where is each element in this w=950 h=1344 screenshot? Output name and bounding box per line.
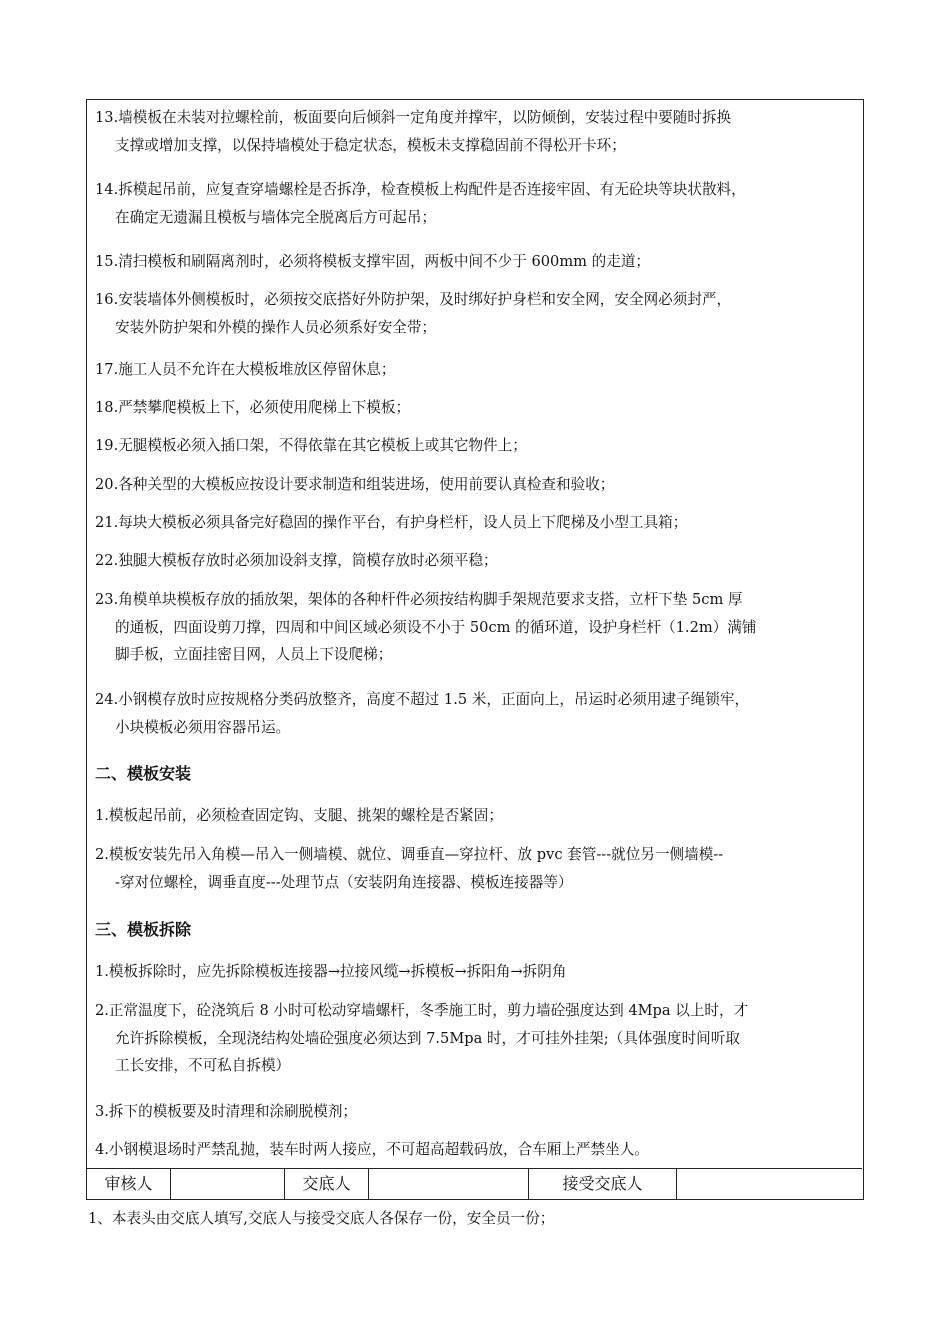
item-line: 18.严禁攀爬模板上下，必须使用爬梯上下模板；: [95, 399, 411, 416]
item-line: 17.施工人员不允许在大模板堆放区停留休息；: [95, 361, 396, 378]
item-line: 2.模板安装先吊入角模—吊入一侧墙模、就位、调垂直—穿拉杆、放 pvc 套管---就位另一侧墙模--: [95, 846, 724, 863]
item-continuation: 允许拆除模板，全现浇结构处墙砼强度必须达到 7.5Mpa 时，才可挂外挂架;（具体强度时间听取: [115, 1029, 740, 1047]
section-heading-install: 二、模板安装: [95, 764, 192, 783]
receiver-label: 接受交底人: [529, 1169, 677, 1200]
list-item: [95, 1136, 857, 1164]
item-continuation: 的通板，四面设剪刀撑，四周和中间区域必须设不小于 50cm 的循环道，设护身栏杆（1.2m）满铺: [115, 618, 757, 636]
item-line: 22.独腿大模板存放时必须加设斜支撑，筒模存放时必须平稳；: [95, 552, 498, 569]
item-line: 2.正常温度下，砼浇筑后 8 小时可松动穿墙螺杆，冬季施工时，剪力墙砼强度达到 4Mpa 以上时，才: [95, 1002, 749, 1019]
list-item: [95, 248, 857, 276]
item-continuation: 在确定无遗漏且模板与墙体完全脱离后方可起吊；: [115, 208, 437, 226]
item-line: 1.模板拆除时，应先拆除模板连接器→拉接风缆→拆模板→拆阳角→拆阴角: [95, 963, 567, 980]
list-item: [95, 104, 857, 159]
item-line: 4.小钢模退场时严禁乱抛，装车时两人接应，不可超高超载码放，合车厢上严禁坐人。: [95, 1141, 649, 1158]
list-item: [95, 958, 857, 986]
section-heading-removal: 三、模板拆除: [95, 920, 192, 939]
item-line: 19.无腿模板必须入插口架，不得依靠在其它模板上或其它物件上；: [95, 437, 527, 454]
item-line: 13.墙模板在未装对拉螺栓前，板面要向后倾斜一定角度并撑牢，以防倾倒，安装过程中要随时拆换: [95, 109, 732, 126]
item-line: 3.拆下的模板要及时清理和涂刷脱模剂；: [95, 1103, 358, 1120]
receiver-field[interactable]: [677, 1169, 862, 1200]
item-line: 23.角模单块模板存放的插放架，架体的各种杆件必须按结构脚手架规范要求支搭，立杆下垫 5cm 厚: [95, 591, 743, 608]
list-item: [95, 586, 857, 669]
list-item: [95, 686, 857, 741]
list-item: [95, 356, 857, 384]
item-line: 14.拆模起吊前，应复查穿墙螺栓是否拆净，检查模板上构配件是否连接牢固、有无砼块等块状散料，: [95, 181, 746, 198]
disclosure-form: [86, 99, 864, 1200]
discloser-label: 交底人: [285, 1169, 369, 1200]
list-item: [95, 802, 857, 830]
list-item: [95, 509, 857, 537]
item-continuation: 小块模板必须用容器吊运。: [115, 718, 291, 736]
item-line: 20.各种关型的大模板应按设计要求制造和组装进场，使用前要认真检查和验收；: [95, 476, 615, 493]
item-continuation: 脚手板，立面挂密目网，人员上下设爬梯；: [115, 646, 393, 663]
item-line: 24.小钢模存放时应按规格分类码放整齐，高度不超过 1.5 米，正面向上，吊运时必须用逮子绳锁牢，: [95, 691, 750, 708]
list-item: [95, 841, 857, 896]
item-line: 21.每块大模板必须具备完好稳固的操作平台，有护身栏杆，设人员上下爬梯及小型工具箱；: [95, 514, 688, 531]
item-continuation: 工长安排，不可私自拆模）: [115, 1057, 291, 1074]
list-item: [95, 471, 857, 499]
list-item: [95, 997, 857, 1080]
footnote: 1、本表头由交底人填写,交底人与接受交底人各保存一份，安全员一份；: [88, 1210, 555, 1227]
list-item: [95, 286, 857, 341]
list-item: [95, 547, 857, 575]
discloser-field[interactable]: [369, 1169, 529, 1200]
list-item: [95, 394, 857, 422]
reviewer-field[interactable]: [171, 1169, 285, 1200]
list-item: [95, 176, 857, 231]
item-line: 15.清扫模板和刷隔离剂时，必须将模板支撑牢固，两板中间不少于 600mm 的走道；: [95, 253, 651, 270]
list-item: [95, 432, 857, 460]
item-line: 16.安装墙体外侧模板时，必须按交底搭好外防护架，及时绑好护身栏和安全网，安全网必须封严，: [95, 291, 732, 308]
item-continuation: 安装外防护架和外模的操作人员必须系好安全带；: [115, 318, 437, 336]
item-line: 1.模板起吊前，必须检查固定钩、支腿、挑架的螺栓是否紧固；: [95, 807, 503, 824]
item-continuation: -穿对位螺栓，调垂直度---处理节点（安装阴角连接器、模板连接器等）: [115, 873, 573, 891]
reviewer-label: 审核人: [87, 1169, 171, 1200]
item-continuation: 支撑或增加支撑，以保持墙模处于稳定状态，模板未支撑稳固前不得松开卡环；: [115, 136, 626, 154]
list-item: [95, 1098, 857, 1126]
signature-row: [87, 1168, 862, 1200]
form-content: [87, 100, 862, 1168]
